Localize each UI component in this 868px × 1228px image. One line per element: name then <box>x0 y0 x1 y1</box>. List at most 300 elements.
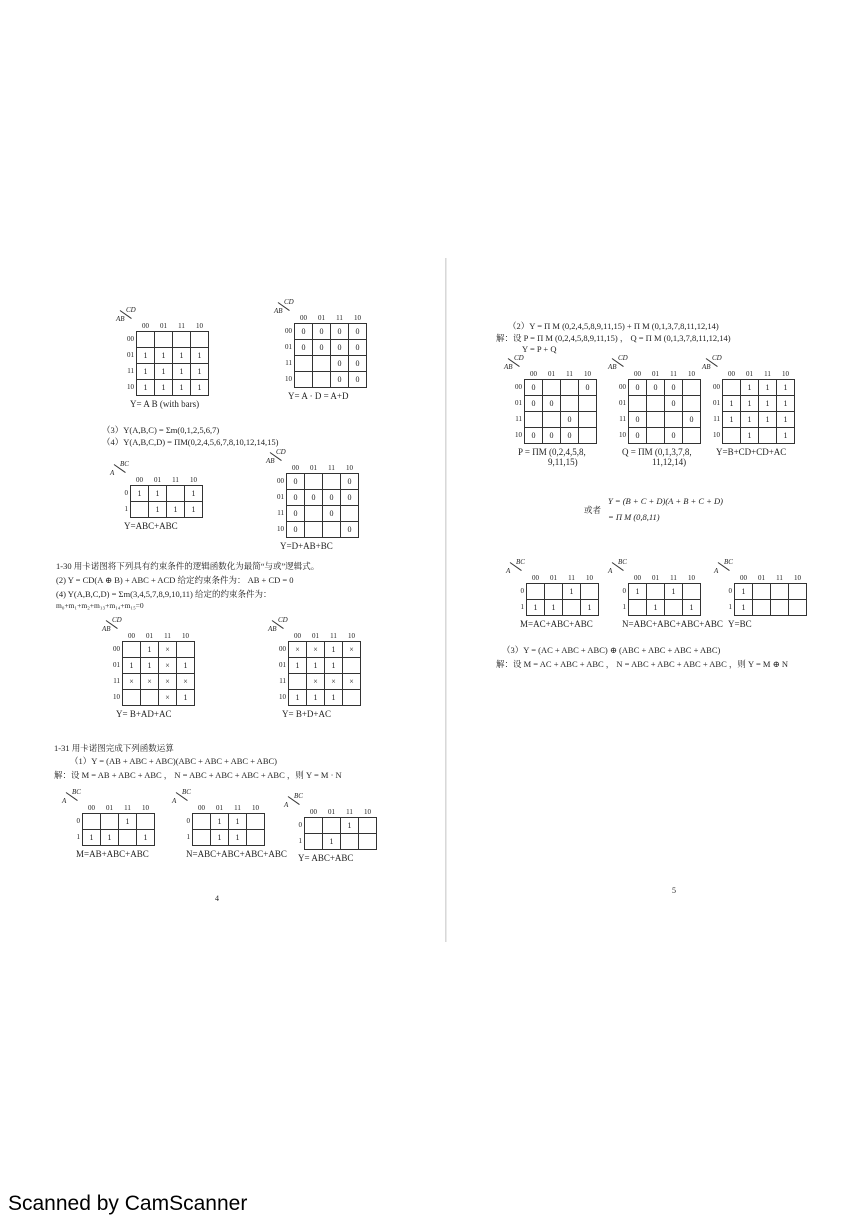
map-cell <box>683 428 701 444</box>
column-header: 11 <box>124 804 131 812</box>
map-cell <box>579 412 597 428</box>
map-cell: 0 <box>323 506 341 522</box>
column-header: 00 <box>128 632 135 640</box>
column-header: 00 <box>310 808 317 816</box>
problem-1-31-solution: 解：设 M = AB + ABC + ABC ， N = ABC + ABC + ABC + ABC ，则 Y = M · N <box>54 770 342 780</box>
row-header: 10 <box>279 693 286 701</box>
map-cell: 0 <box>331 356 349 372</box>
map-cell: 1 <box>759 380 777 396</box>
row-header: 00 <box>515 383 522 391</box>
map-cell: × <box>307 674 325 690</box>
row-header: 1 <box>622 603 626 611</box>
row-header: 00 <box>619 383 626 391</box>
map-caption: Y=B+CD+CD+AC <box>716 447 787 457</box>
problem-1-31-1: （1）Y = (AB + ABC + ABC)(ABC + ABC + ABC + ABC) <box>70 756 277 766</box>
problem-4: （4）Y(A,B,C,D) = ΠM(0,2,4,5,6,7,8,10,12,14,15) <box>102 437 279 447</box>
map-cell: 1 <box>131 486 149 502</box>
map-cell: 0 <box>561 428 579 444</box>
map-caption: Y=BC <box>728 619 752 629</box>
row-header: 11 <box>515 415 522 423</box>
map-cell: 0 <box>349 356 367 372</box>
map-grid <box>272 632 361 706</box>
row-header: 01 <box>619 399 626 407</box>
map-cell: 1 <box>723 412 741 428</box>
row-header: 0 <box>76 817 80 825</box>
map-cell: 0 <box>525 380 543 396</box>
map-cell <box>305 522 323 538</box>
map-cell: 0 <box>665 380 683 396</box>
row-header: 01 <box>277 493 284 501</box>
row-header: 0 <box>728 587 732 595</box>
map-cell <box>771 600 789 616</box>
map-grid <box>288 808 377 850</box>
map-cell: 1 <box>83 830 101 846</box>
map-cell <box>247 814 265 830</box>
map-cell <box>543 380 561 396</box>
map-cell <box>323 818 341 834</box>
map-cell: 1 <box>211 814 229 830</box>
column-header: 11 <box>346 808 353 816</box>
column-header: 10 <box>182 632 189 640</box>
row-header: 11 <box>113 677 120 685</box>
row-header: 1 <box>76 833 80 841</box>
column-header: 01 <box>106 804 113 812</box>
map-cell: 0 <box>331 324 349 340</box>
map-cell <box>295 372 313 388</box>
map-cell: 1 <box>191 380 209 396</box>
column-header: 00 <box>142 322 149 330</box>
map-cell: 1 <box>741 412 759 428</box>
map-cell: 1 <box>155 348 173 364</box>
row-header: 00 <box>113 645 120 653</box>
column-header: 10 <box>346 464 353 472</box>
alternative-form-1: Y = (B + C + D)(A + B + C + D) <box>608 496 724 506</box>
map-cell: 1 <box>759 396 777 412</box>
row-header: 01 <box>515 399 522 407</box>
map-cell <box>683 396 701 412</box>
map-caption: Y= B+D+AC <box>282 709 331 719</box>
map-cell <box>173 332 191 348</box>
row-header: 01 <box>113 661 120 669</box>
map-cell: 1 <box>665 584 683 600</box>
map-cell: 0 <box>305 490 323 506</box>
row-header: 0 <box>622 587 626 595</box>
map-cell: 0 <box>629 412 647 428</box>
column-header: 01 <box>310 464 317 472</box>
map-cell: 1 <box>137 830 155 846</box>
map-cell: 1 <box>177 658 195 674</box>
map-cell <box>305 474 323 490</box>
map-grid <box>508 370 597 444</box>
map-cell <box>191 332 209 348</box>
map-cell: 0 <box>287 522 305 538</box>
map-cell <box>753 584 771 600</box>
map-cell <box>647 412 665 428</box>
karnaugh-map: CD AB 00 01 11 10 00 1 1 1 01 1 1 1 1 11 1 1 1 1 10 1 1 Y=B+CD+CD+AC <box>706 370 795 457</box>
row-header: 10 <box>515 431 522 439</box>
problem-1-30-4: (4) Y(A,B,C,D) = Σm(3,4,5,7,8,9,10,11) 给定的约束条件为： <box>56 589 272 599</box>
problem-2-y: Y = P + Q <box>522 344 557 354</box>
row-header: 11 <box>285 359 292 367</box>
map-cell: 1 <box>137 364 155 380</box>
map-cell: × <box>159 690 177 706</box>
karnaugh-map: CD AB 00 01 11 10 00 0 0 01 0 0 0 0 11 0 0 10 0 0 Y=D+AB+BC <box>270 464 359 551</box>
column-header: 00 <box>634 370 641 378</box>
map-cell: 0 <box>295 324 313 340</box>
map-cell: 0 <box>349 340 367 356</box>
map-cell <box>647 428 665 444</box>
karnaugh-map: BC A 00 01 11 10 0 1 1 1 1 1 N=ABC+ABC+ABC+ABC <box>172 788 287 859</box>
map-cell: 1 <box>191 364 209 380</box>
row-header: 1 <box>298 837 302 845</box>
map-caption: N=ABC+ABC+ABC+ABC <box>186 849 287 859</box>
map-cell <box>123 642 141 658</box>
row-header: 1 <box>520 603 524 611</box>
map-grid <box>114 476 203 518</box>
left-page <box>50 258 442 942</box>
map-caption-continued: 11,12,14) <box>652 457 687 467</box>
column-header: 01 <box>758 574 765 582</box>
row-header: 0 <box>298 821 302 829</box>
map-cell: 0 <box>665 396 683 412</box>
map-cell: × <box>343 642 361 658</box>
column-header: 00 <box>300 314 307 322</box>
column-header: 00 <box>198 804 205 812</box>
watermark-footer: Scanned by CamScanner <box>8 1192 248 1215</box>
map-cell: 1 <box>777 412 795 428</box>
map-grid <box>66 804 155 846</box>
map-cell <box>141 690 159 706</box>
map-cell: 0 <box>331 340 349 356</box>
map-cell <box>545 584 563 600</box>
map-caption: Y= A · D = A+D <box>288 391 349 401</box>
row-header: 01 <box>713 399 720 407</box>
map-cell <box>101 814 119 830</box>
column-header: 10 <box>252 804 259 812</box>
karnaugh-map: BC A 00 01 11 10 0 1 1 1 1 1 M=AC+ABC+ABC <box>510 574 599 629</box>
map-cell <box>83 814 101 830</box>
map-cell: 0 <box>287 490 305 506</box>
column-header: 10 <box>688 370 695 378</box>
column-header: 10 <box>782 370 789 378</box>
map-cell: 1 <box>545 600 563 616</box>
column-header: 11 <box>776 574 783 582</box>
column-header: 00 <box>532 574 539 582</box>
map-cell: × <box>307 642 325 658</box>
map-caption: Q = ΠM (0,1,3,7,8, <box>622 447 692 457</box>
column-header: 01 <box>548 370 555 378</box>
map-caption: M=AC+ABC+ABC <box>520 619 593 629</box>
column-header: 11 <box>764 370 771 378</box>
map-cell: 1 <box>101 830 119 846</box>
map-caption: Y= ABC+ABC <box>298 853 354 863</box>
map-cell: 0 <box>683 412 701 428</box>
map-cell: 1 <box>581 600 599 616</box>
map-grid <box>120 322 209 396</box>
map-cell: 0 <box>525 428 543 444</box>
column-header: 00 <box>530 370 537 378</box>
map-cell: 0 <box>341 474 359 490</box>
karnaugh-map: CD AB 00 01 11 10 00 1 × 01 1 1 × 1 11 × × × × 10 × 1 Y= B+AD+AC <box>106 632 195 719</box>
map-cell: 0 <box>647 380 665 396</box>
map-cell <box>193 830 211 846</box>
column-header: 01 <box>550 574 557 582</box>
row-header: 10 <box>277 525 284 533</box>
karnaugh-map: BC A 00 01 11 10 0 1 1 1 Y=BC <box>718 574 807 629</box>
map-cell <box>305 506 323 522</box>
map-grid <box>612 574 701 616</box>
map-cell <box>789 600 807 616</box>
row-header: 10 <box>619 431 626 439</box>
map-cell: 1 <box>735 600 753 616</box>
map-cell: 1 <box>173 348 191 364</box>
map-caption: Y= A B (with bars) <box>130 399 200 409</box>
row-header: 11 <box>713 415 720 423</box>
column-header: 01 <box>216 804 223 812</box>
page-number: 5 <box>672 886 676 895</box>
column-header: 01 <box>328 808 335 816</box>
map-cell: 0 <box>341 522 359 538</box>
map-cell: 0 <box>323 490 341 506</box>
column-header: 11 <box>670 574 677 582</box>
row-header: 00 <box>127 335 134 343</box>
row-header: 01 <box>279 661 286 669</box>
page-number: 4 <box>215 894 219 903</box>
map-cell: 0 <box>349 324 367 340</box>
map-cell: 1 <box>123 658 141 674</box>
map-cell: 1 <box>191 348 209 364</box>
map-cell: 0 <box>561 412 579 428</box>
map-cell <box>665 600 683 616</box>
row-header: 10 <box>285 375 292 383</box>
karnaugh-map: CD AB 00 01 11 10 00 0 0 01 0 0 11 0 10 0 0 0 P = ΠM (0,2,4,5,8, 9,11,15) <box>508 370 597 467</box>
map-cell: 0 <box>543 396 561 412</box>
map-cell: 1 <box>155 380 173 396</box>
column-header: 10 <box>688 574 695 582</box>
map-cell: 0 <box>665 428 683 444</box>
map-cell <box>313 372 331 388</box>
karnaugh-map: BC A 00 01 11 10 0 1 1 1 1 1 1 1 Y=ABC+ABC <box>114 476 203 531</box>
row-header: 00 <box>279 645 286 653</box>
map-cell: 0 <box>331 372 349 388</box>
column-header: 00 <box>136 476 143 484</box>
map-cell: 1 <box>777 380 795 396</box>
map-cell: × <box>177 674 195 690</box>
map-cell <box>561 396 579 412</box>
column-header: 10 <box>142 804 149 812</box>
map-cell: 1 <box>185 502 203 518</box>
problem-3-solution: 解：设 M = AC + ABC + ABC ， N = ABC + ABC + ABC + ABC ，则 Y = M ⊕ N <box>496 659 788 669</box>
map-cell <box>343 690 361 706</box>
column-header: 11 <box>670 370 677 378</box>
karnaugh-map: BC A 00 01 11 10 0 1 1 1 1 1 M=AB+ABC+ABC <box>66 804 155 859</box>
column-header: 01 <box>146 632 153 640</box>
map-grid <box>612 370 701 444</box>
page-fold <box>445 258 447 942</box>
map-cell <box>789 584 807 600</box>
column-header: 01 <box>746 370 753 378</box>
column-header: 11 <box>234 804 241 812</box>
map-cell <box>759 428 777 444</box>
map-caption: P = ΠM (0,2,4,5,8, <box>518 447 586 457</box>
map-cell: 1 <box>323 834 341 850</box>
map-cell <box>295 356 313 372</box>
row-header: 0 <box>520 587 524 595</box>
column-header: 01 <box>652 370 659 378</box>
problem-2-solution: 解：设 P = Π M (0,2,4,5,8,9,11,15) ， Q = Π M (0,1,3,7,8,11,12,14) <box>496 333 731 343</box>
map-cell: 1 <box>185 486 203 502</box>
row-header: 1 <box>124 505 128 513</box>
map-cell: 1 <box>647 600 665 616</box>
column-header: 11 <box>178 322 185 330</box>
map-cell: × <box>159 642 177 658</box>
row-header: 1 <box>728 603 732 611</box>
column-header: 10 <box>348 632 355 640</box>
map-cell: 1 <box>307 658 325 674</box>
problem-3: （3）Y = (AC + ABC + ABC) ⊕ (ABC + ABC + ABC + ABC) <box>502 645 721 655</box>
map-cell: 1 <box>741 396 759 412</box>
column-header: 11 <box>330 632 337 640</box>
column-header: 10 <box>584 370 591 378</box>
map-cell <box>563 600 581 616</box>
row-header: 10 <box>127 383 134 391</box>
map-cell <box>771 584 789 600</box>
map-cell <box>323 522 341 538</box>
map-cell: 0 <box>341 490 359 506</box>
column-header: 11 <box>568 574 575 582</box>
map-cell <box>193 814 211 830</box>
map-caption: Y=ABC+ABC <box>124 521 178 531</box>
map-cell <box>167 486 185 502</box>
map-cell <box>343 658 361 674</box>
column-header: 11 <box>566 370 573 378</box>
column-header: 00 <box>634 574 641 582</box>
map-cell <box>131 502 149 518</box>
column-header: 00 <box>294 632 301 640</box>
row-header: 00 <box>277 477 284 485</box>
column-header: 01 <box>160 322 167 330</box>
map-cell <box>629 396 647 412</box>
map-cell <box>305 834 323 850</box>
column-header: 10 <box>190 476 197 484</box>
map-cell: 0 <box>525 396 543 412</box>
map-cell: × <box>123 674 141 690</box>
map-cell: 1 <box>289 658 307 674</box>
map-cell <box>561 380 579 396</box>
map-cell: 1 <box>777 396 795 412</box>
map-cell: 0 <box>313 324 331 340</box>
right-page <box>452 258 862 942</box>
problem-1-30-2: (2) Y = CD(A ⊕ B) + ABC + ACD 给定约束条件为： AB + CD = 0 <box>56 575 294 585</box>
map-cell: 1 <box>137 380 155 396</box>
map-cell <box>137 814 155 830</box>
map-cell <box>119 830 137 846</box>
problem-1-30: 1-30 用卡诺图将下列具有约束条件的逻辑函数化为最简“与或”逻辑式。 <box>56 561 320 571</box>
map-cell <box>647 396 665 412</box>
map-cell <box>177 642 195 658</box>
karnaugh-map: CD AB 00 01 11 10 00 0 0 0 0 01 0 0 0 0 11 0 0 10 0 0 Y= A · D = A+D <box>278 314 367 401</box>
problem-2: （2）Y = Π M (0,2,4,5,8,9,11,15) + Π M (0,1,3,7,8,11,12,14) <box>508 321 719 331</box>
map-caption-continued: 9,11,15) <box>548 457 578 467</box>
row-header: 1 <box>186 833 190 841</box>
map-cell <box>723 380 741 396</box>
map-cell: × <box>343 674 361 690</box>
map-cell: 1 <box>173 380 191 396</box>
map-cell: 1 <box>735 584 753 600</box>
map-cell: 1 <box>229 814 247 830</box>
map-cell <box>313 356 331 372</box>
row-header: 11 <box>127 367 134 375</box>
map-cell: 1 <box>777 428 795 444</box>
column-header: 10 <box>196 322 203 330</box>
row-header: 11 <box>277 509 284 517</box>
row-header: 0 <box>186 817 190 825</box>
column-header: 11 <box>336 314 343 322</box>
constraint: m₀+m₁+m₂+m₁₃+m₁₄+m₁₅=0 <box>56 601 144 610</box>
map-cell: 1 <box>289 690 307 706</box>
map-caption: M=AB+ABC+ABC <box>76 849 149 859</box>
map-cell: 0 <box>287 506 305 522</box>
map-cell: × <box>289 642 307 658</box>
map-cell: × <box>159 674 177 690</box>
map-cell: 1 <box>155 364 173 380</box>
map-cell <box>525 412 543 428</box>
row-header: 01 <box>285 343 292 351</box>
map-caption: Y= B+AD+AC <box>116 709 172 719</box>
column-header: 00 <box>740 574 747 582</box>
map-cell: × <box>159 658 177 674</box>
map-cell: 1 <box>141 642 159 658</box>
map-cell: 0 <box>579 380 597 396</box>
map-cell <box>289 674 307 690</box>
row-header: 10 <box>113 693 120 701</box>
karnaugh-map: BC A 00 01 11 10 0 1 1 1 1 1 N=ABC+ABC+ABC+ABC <box>608 558 723 629</box>
map-cell: 1 <box>325 658 343 674</box>
row-header: 10 <box>713 431 720 439</box>
map-cell: 1 <box>149 486 167 502</box>
row-header: 00 <box>285 327 292 335</box>
map-cell <box>753 600 771 616</box>
row-header: 11 <box>619 415 626 423</box>
map-cell <box>155 332 173 348</box>
map-cell: 1 <box>141 658 159 674</box>
column-header: 01 <box>312 632 319 640</box>
map-cell <box>359 834 377 850</box>
problem-3: （3）Y(A,B,C) = Σm(0,1,2,5,6,7) <box>102 425 220 435</box>
map-cell <box>579 396 597 412</box>
map-grid <box>106 632 195 706</box>
column-header: 11 <box>328 464 335 472</box>
map-cell: 1 <box>741 428 759 444</box>
column-header: 01 <box>154 476 161 484</box>
map-cell: 1 <box>741 380 759 396</box>
map-cell: 0 <box>313 340 331 356</box>
map-cell <box>581 584 599 600</box>
column-header: 00 <box>728 370 735 378</box>
map-cell: 1 <box>307 690 325 706</box>
row-header: 01 <box>127 351 134 359</box>
map-caption: Y=D+AB+BC <box>280 541 333 551</box>
column-header: 00 <box>88 804 95 812</box>
map-cell <box>683 584 701 600</box>
map-cell <box>341 834 359 850</box>
map-cell <box>123 690 141 706</box>
map-cell: 1 <box>629 584 647 600</box>
or-label: 或者 <box>584 505 602 515</box>
map-cell <box>579 428 597 444</box>
map-cell: 1 <box>149 502 167 518</box>
map-cell <box>723 428 741 444</box>
